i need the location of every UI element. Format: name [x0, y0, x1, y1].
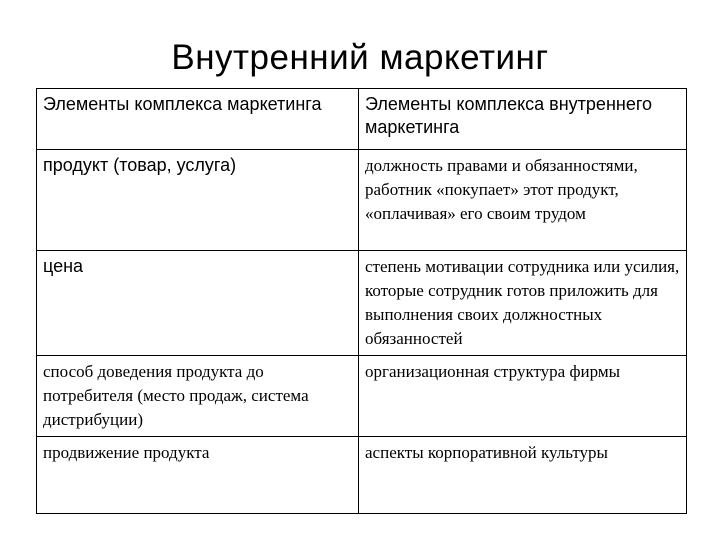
- comparison-table: [36, 88, 687, 514]
- table-row: [37, 356, 687, 437]
- cell-corporate-culture: аспекты корпоративной культуры: [359, 437, 687, 514]
- table-row: [37, 251, 687, 356]
- header-marketing-elements: Элементы комплекса маркетинга: [37, 89, 359, 150]
- cell-distribution: способ доведения продукта до потребителя (место продаж, система дистрибуции): [37, 356, 359, 437]
- cell-motivation: степень мотивации сотрудника или усилия, которые сотрудник готов приложить для выполнения своих должностных обязанностей: [359, 251, 687, 356]
- header-internal-marketing-elements: Элементы комплекса внутреннего маркетинга: [359, 89, 687, 150]
- cell-org-structure: организационная структура фирмы: [359, 356, 687, 437]
- cell-position: должность правами и обязанностями, работник «покупает» этот продукт, «оплачивая» его своим трудом: [359, 150, 687, 251]
- cell-price: цена: [37, 251, 359, 356]
- table-row: [37, 150, 687, 251]
- table-header-row: [37, 89, 687, 150]
- cell-promotion: продвижение продукта: [37, 437, 359, 514]
- slide-title: Внутренний маркетинг: [171, 38, 549, 77]
- cell-product: продукт (товар, услуга): [37, 150, 359, 251]
- table-row: [37, 437, 687, 514]
